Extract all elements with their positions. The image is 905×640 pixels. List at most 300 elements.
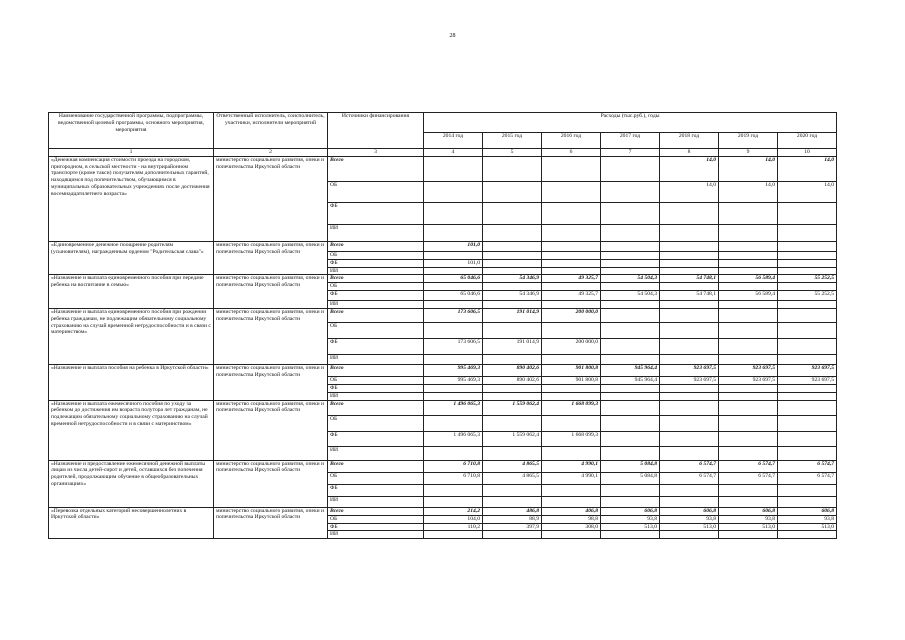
amount-cell	[483, 496, 542, 507]
amount-cell	[601, 156, 660, 181]
amount-cell: 606,8	[778, 507, 837, 515]
amount-cell: 308,0	[542, 523, 601, 531]
column-number: 2	[214, 149, 328, 157]
amount-cell	[601, 322, 660, 338]
amount-cell	[660, 338, 719, 354]
program-name: «Единовременное денежное поощрение родителям (усыновителям), награжденным орденом "Родительская слава"»	[49, 241, 214, 275]
amount-cell	[424, 496, 483, 507]
amount-cell: 606,8	[601, 507, 660, 515]
funding-source: ФБ	[328, 259, 424, 267]
header-responsible: Ответственный исполнитель, соисполнитель, участники, исполнители мероприятий	[214, 113, 328, 149]
amount-cell: 65 046,6	[424, 275, 483, 283]
amount-cell	[424, 202, 483, 224]
amount-cell	[601, 496, 660, 507]
amount-cell	[778, 283, 837, 291]
amount-cell: 1 668 099,3	[542, 400, 601, 415]
funding-source: Всего	[328, 308, 424, 322]
amount-cell	[778, 400, 837, 415]
amount-cell: 995 469,3	[424, 364, 483, 376]
program-name: «Назначение и предоставление ежемесячной денежной выплаты лицам из числа детей-сирот и детей, оставшихся без попечения родителей, продолжающим обучение в общеобразовательных организациях»	[49, 460, 214, 507]
amount-cell	[778, 301, 837, 309]
funding-source: ОБ	[328, 283, 424, 291]
program-name: «Назначение и выплата ежемесячного пособия по уходу за ребенком до достижения им возраста полутора лет гражданам, не подлежащим обязательному социальному страхованию на случай временной нетрудоспособности и в связи с материнством»	[49, 400, 214, 460]
amount-cell	[778, 308, 837, 322]
amount-cell	[601, 415, 660, 431]
amount-cell	[483, 354, 542, 364]
amount-cell: 173 606,5	[424, 308, 483, 322]
header-source: Источники финансирования	[328, 113, 424, 149]
amount-cell: 6 574,7	[660, 460, 719, 472]
amount-cell: 55 252,5	[778, 275, 837, 283]
amount-cell: 890 402,6	[483, 376, 542, 384]
amount-cell	[778, 531, 837, 539]
amount-cell	[660, 259, 719, 267]
column-number: 9	[719, 149, 778, 157]
header-year: 2020 год	[778, 133, 837, 149]
table-row	[49, 241, 837, 251]
amount-cell	[483, 156, 542, 181]
amount-cell: 606,8	[660, 507, 719, 515]
amount-cell	[542, 202, 601, 224]
amount-cell	[483, 224, 542, 241]
amount-cell	[424, 415, 483, 431]
amount-cell: 4 990,1	[542, 460, 601, 472]
funding-source: ИИ	[328, 354, 424, 364]
amount-cell	[778, 224, 837, 241]
amount-cell	[424, 484, 483, 496]
header-year: 2016 год	[542, 133, 601, 149]
amount-cell	[483, 392, 542, 400]
header-year: 2019 год	[719, 133, 778, 149]
amount-cell: 1 668 099,3	[542, 431, 601, 446]
amount-cell	[424, 301, 483, 309]
amount-cell	[660, 431, 719, 446]
amount-cell: 54 748,1	[660, 275, 719, 283]
amount-cell	[719, 308, 778, 322]
funding-source: ОБ	[328, 376, 424, 384]
amount-cell: 901 800,8	[542, 376, 601, 384]
amount-cell: 101,0	[424, 241, 483, 251]
funding-source: Всего	[328, 275, 424, 283]
funding-source: Всего	[328, 460, 424, 472]
amount-cell: 1 559 062,4	[483, 431, 542, 446]
amount-cell	[542, 415, 601, 431]
amount-cell	[601, 484, 660, 496]
amount-cell: 6 574,7	[778, 460, 837, 472]
amount-cell	[483, 241, 542, 251]
column-number: 3	[328, 149, 424, 157]
amount-cell: 4 865,5	[483, 460, 542, 472]
amount-cell: 923 697,5	[719, 376, 778, 384]
amount-cell	[719, 267, 778, 275]
amount-cell	[660, 202, 719, 224]
amount-cell: 486,8	[483, 507, 542, 515]
amount-cell	[424, 283, 483, 291]
amount-cell	[542, 251, 601, 259]
amount-cell	[483, 484, 542, 496]
amount-cell	[719, 301, 778, 309]
amount-cell	[483, 259, 542, 267]
amount-cell	[424, 322, 483, 338]
amount-cell	[601, 301, 660, 309]
amount-cell	[542, 392, 601, 400]
funding-source: ОБ	[328, 322, 424, 338]
amount-cell	[424, 446, 483, 460]
table-row	[49, 507, 837, 515]
amount-cell: 6 710,8	[424, 472, 483, 484]
amount-cell	[424, 392, 483, 400]
amount-cell: 54 748,1	[660, 291, 719, 301]
amount-cell: 49 325,7	[542, 291, 601, 301]
amount-cell	[719, 251, 778, 259]
amount-cell: 55 252,5	[778, 291, 837, 301]
responsible-executor: министерство социального развития, опеки и попечительства Иркутской области	[214, 364, 328, 400]
amount-cell: 173 606,5	[424, 338, 483, 354]
amount-cell	[483, 415, 542, 431]
amount-cell	[660, 400, 719, 415]
amount-cell	[601, 308, 660, 322]
amount-cell	[719, 496, 778, 507]
amount-cell	[778, 446, 837, 460]
amount-cell	[424, 531, 483, 539]
amount-cell	[660, 415, 719, 431]
column-number: 5	[483, 149, 542, 157]
amount-cell: 93,8	[601, 515, 660, 523]
responsible-executor: министерство социального развития, опеки и попечительства Иркутской области	[214, 460, 328, 507]
amount-cell: 191 014,9	[483, 308, 542, 322]
amount-cell	[483, 322, 542, 338]
amount-cell	[778, 392, 837, 400]
table-row	[49, 364, 837, 376]
amount-cell	[542, 384, 601, 392]
amount-cell: 513,0	[660, 523, 719, 531]
amount-cell	[660, 354, 719, 364]
amount-cell	[424, 224, 483, 241]
amount-cell	[424, 156, 483, 181]
amount-cell	[778, 251, 837, 259]
amount-cell	[778, 241, 837, 251]
amount-cell	[660, 496, 719, 507]
amount-cell: 995 469,3	[424, 376, 483, 384]
amount-cell: 101,0	[424, 259, 483, 267]
amount-cell: 54 346,9	[483, 275, 542, 283]
funding-source: Всего	[328, 507, 424, 515]
amount-cell: 945 964,4	[601, 376, 660, 384]
amount-cell: 406,8	[542, 507, 601, 515]
amount-cell: 54 504,3	[601, 291, 660, 301]
program-name: «Назначение и выплата единовременного пособия при рождении ребенка гражданам, не подлежащим обязательному социальному страхованию на случай временной нетрудоспособности и в связи с материнством»	[49, 308, 214, 364]
amount-cell	[542, 241, 601, 251]
header-year: 2015 год	[483, 133, 542, 149]
amount-cell	[778, 415, 837, 431]
program-name: «Назначение и выплата единовременного пособия при передаче ребенка на воспитание в семью»	[49, 275, 214, 309]
amount-cell	[542, 531, 601, 539]
amount-cell	[660, 392, 719, 400]
amount-cell	[719, 446, 778, 460]
amount-cell	[601, 354, 660, 364]
column-number: 7	[601, 149, 660, 157]
amount-cell: 6 574,7	[719, 472, 778, 484]
amount-cell	[601, 241, 660, 251]
amount-cell	[542, 301, 601, 309]
amount-cell	[601, 202, 660, 224]
amount-cell	[483, 181, 542, 202]
amount-cell: 6 710,8	[424, 460, 483, 472]
table-row	[49, 460, 837, 472]
funding-source: ФБ	[328, 384, 424, 392]
amount-cell: 88,9	[483, 515, 542, 523]
amount-cell	[601, 400, 660, 415]
funding-source: ОБ	[328, 515, 424, 523]
funding-source: Всего	[328, 364, 424, 376]
funding-source: ФБ	[328, 431, 424, 446]
amount-cell	[719, 224, 778, 241]
amount-cell	[601, 531, 660, 539]
column-number: 8	[660, 149, 719, 157]
amount-cell	[719, 322, 778, 338]
amount-cell: 1 559 062,4	[483, 400, 542, 415]
amount-cell: 5 084,8	[601, 460, 660, 472]
amount-cell	[719, 354, 778, 364]
funding-source: ИИ	[328, 267, 424, 275]
amount-cell	[719, 241, 778, 251]
amount-cell	[542, 259, 601, 267]
amount-cell	[424, 354, 483, 364]
amount-cell	[601, 267, 660, 275]
amount-cell	[542, 181, 601, 202]
amount-cell	[778, 496, 837, 507]
amount-cell: 513,0	[778, 523, 837, 531]
amount-cell: 93,8	[719, 515, 778, 523]
header-year: 2014 год	[424, 133, 483, 149]
header-year: 2017 год	[601, 133, 660, 149]
table-row	[49, 308, 837, 322]
amount-cell: 14,0	[660, 181, 719, 202]
amount-cell: 513,0	[601, 523, 660, 531]
amount-cell: 93,8	[778, 515, 837, 523]
amount-cell	[424, 267, 483, 275]
amount-cell: 6 574,7	[719, 460, 778, 472]
amount-cell	[778, 354, 837, 364]
amount-cell: 14,0	[719, 156, 778, 181]
table-row	[49, 275, 837, 283]
amount-cell	[778, 338, 837, 354]
funding-source: ОБ	[328, 415, 424, 431]
funding-source: ИИ	[328, 392, 424, 400]
amount-cell	[483, 267, 542, 275]
amount-cell	[601, 384, 660, 392]
amount-cell	[778, 267, 837, 275]
amount-cell	[542, 354, 601, 364]
amount-cell	[483, 202, 542, 224]
amount-cell: 56 589,4	[719, 275, 778, 283]
amount-cell: 5 084,8	[601, 472, 660, 484]
amount-cell	[542, 156, 601, 181]
amount-cell	[660, 308, 719, 322]
amount-cell	[778, 384, 837, 392]
responsible-executor: министерство социального развития, опеки и попечительства Иркутской области	[214, 241, 328, 275]
amount-cell	[601, 251, 660, 259]
funding-source: ФБ	[328, 523, 424, 531]
funding-source: ИИ	[328, 301, 424, 309]
amount-cell: 397,9	[483, 523, 542, 531]
amount-cell	[424, 181, 483, 202]
program-name: «Перевозка отдельных категорий несовершеннолетних в Иркутской области»	[49, 507, 214, 539]
amount-cell	[483, 301, 542, 309]
funding-source: ФБ	[328, 291, 424, 301]
program-name: «Денежная компенсация стоимости проезда на городском, пригородном, в сельской местности - на внутрирайонном транспорте (кроме такси) получателям дополнительных гарантий, находящимся под попечительством, обучающимся в муниципальных образовательных учреждениях после достижения восемнадцатилетнего возраста»	[49, 156, 214, 241]
column-number: 1	[49, 149, 214, 157]
amount-cell: 14,0	[778, 156, 837, 181]
amount-cell	[601, 446, 660, 460]
amount-cell	[660, 322, 719, 338]
amount-cell	[719, 384, 778, 392]
amount-cell	[719, 400, 778, 415]
amount-cell: 901 800,8	[542, 364, 601, 376]
funding-source: Всего	[328, 400, 424, 415]
funding-source: ОБ	[328, 251, 424, 259]
amount-cell: 1 496 065,3	[424, 431, 483, 446]
header-expenses: Расходы (тыс.руб.), годы	[424, 113, 837, 133]
amount-cell: 6 574,7	[660, 472, 719, 484]
amount-cell	[483, 384, 542, 392]
column-number: 10	[778, 149, 837, 157]
amount-cell: 191 014,9	[483, 338, 542, 354]
funding-source: Всего	[328, 241, 424, 251]
amount-cell	[660, 446, 719, 460]
amount-cell: 56 589,4	[719, 291, 778, 301]
amount-cell	[601, 338, 660, 354]
amount-cell	[601, 392, 660, 400]
amount-cell: 214,2	[424, 507, 483, 515]
amount-cell	[483, 531, 542, 539]
amount-cell	[660, 241, 719, 251]
amount-cell: 54 504,3	[601, 275, 660, 283]
amount-cell	[483, 251, 542, 259]
funding-source: ОБ	[328, 181, 424, 202]
funding-source: ИИ	[328, 496, 424, 507]
funding-source: ИИ	[328, 446, 424, 460]
amount-cell	[483, 283, 542, 291]
amount-cell: 923 697,5	[660, 376, 719, 384]
amount-cell: 606,8	[719, 507, 778, 515]
column-number: 6	[542, 149, 601, 157]
amount-cell: 1 496 065,3	[424, 400, 483, 415]
funding-source: ИИ	[328, 531, 424, 539]
column-number: 4	[424, 149, 483, 157]
amount-cell: 14,0	[719, 181, 778, 202]
amount-cell	[719, 283, 778, 291]
amount-cell: 6 574,7	[778, 472, 837, 484]
amount-cell	[660, 484, 719, 496]
amount-cell	[660, 531, 719, 539]
table-row	[49, 400, 837, 415]
funding-source: ОБ	[328, 472, 424, 484]
amount-cell	[719, 415, 778, 431]
responsible-executor: министерство социального развития, опеки и попечительства Иркутской области	[214, 156, 328, 241]
amount-cell: 54 346,9	[483, 291, 542, 301]
amount-cell: 923 697,5	[778, 364, 837, 376]
amount-cell	[719, 392, 778, 400]
amount-cell	[601, 181, 660, 202]
amount-cell	[719, 202, 778, 224]
amount-cell	[778, 202, 837, 224]
amount-cell: 104,0	[424, 515, 483, 523]
responsible-executor: министерство социального развития, опеки и попечительства Иркутской области	[214, 275, 328, 309]
amount-cell	[660, 267, 719, 275]
amount-cell	[483, 446, 542, 460]
amount-cell: 14,0	[778, 181, 837, 202]
amount-cell	[542, 224, 601, 241]
amount-cell	[778, 431, 837, 446]
funding-source: Всего	[328, 156, 424, 181]
amount-cell	[660, 384, 719, 392]
amount-cell: 513,0	[719, 523, 778, 531]
amount-cell: 200 000,0	[542, 338, 601, 354]
amount-cell	[719, 338, 778, 354]
financing-table	[48, 112, 837, 539]
amount-cell	[601, 431, 660, 446]
amount-cell: 923 697,5	[778, 376, 837, 384]
amount-cell: 4 865,5	[483, 472, 542, 484]
funding-source: ФБ	[328, 484, 424, 496]
amount-cell	[719, 259, 778, 267]
amount-cell	[542, 446, 601, 460]
amount-cell: 923 697,5	[719, 364, 778, 376]
amount-cell	[542, 267, 601, 275]
amount-cell	[778, 259, 837, 267]
amount-cell: 65 046,6	[424, 291, 483, 301]
amount-cell: 890 402,6	[483, 364, 542, 376]
responsible-executor: министерство социального развития, опеки и попечительства Иркутской области	[214, 507, 328, 539]
amount-cell	[542, 322, 601, 338]
amount-cell	[719, 431, 778, 446]
amount-cell	[778, 322, 837, 338]
amount-cell: 98,8	[542, 515, 601, 523]
amount-cell	[660, 283, 719, 291]
amount-cell: 110,2	[424, 523, 483, 531]
table-row	[49, 156, 837, 181]
amount-cell: 93,8	[660, 515, 719, 523]
amount-cell: 923 697,5	[660, 364, 719, 376]
amount-cell: 200 000,0	[542, 308, 601, 322]
amount-cell	[601, 283, 660, 291]
responsible-executor: министерство социального развития, опеки и попечительства Иркутской области	[214, 400, 328, 460]
header-program: Наименование государственной программы, подпрограммы, ведомственной целевой программы, основного мероприятия, мероприятия	[49, 113, 214, 149]
amount-cell	[542, 484, 601, 496]
amount-cell	[542, 496, 601, 507]
amount-cell: 49 325,7	[542, 275, 601, 283]
funding-source: ФБ	[328, 338, 424, 354]
amount-cell	[424, 251, 483, 259]
amount-cell	[660, 251, 719, 259]
amount-cell	[660, 301, 719, 309]
amount-cell	[424, 384, 483, 392]
funding-source: ИИ	[328, 224, 424, 241]
amount-cell	[660, 224, 719, 241]
program-name: «Назначение и выплата пособия на ребенка в Иркутской области»	[49, 364, 214, 400]
amount-cell: 14,0	[660, 156, 719, 181]
amount-cell	[542, 283, 601, 291]
page-number: 28	[449, 33, 456, 39]
amount-cell: 945 964,4	[601, 364, 660, 376]
amount-cell	[778, 484, 837, 496]
responsible-executor: министерство социального развития, опеки и попечительства Иркутской области	[214, 308, 328, 364]
amount-cell	[719, 484, 778, 496]
amount-cell	[719, 531, 778, 539]
amount-cell	[601, 224, 660, 241]
funding-source: ФБ	[328, 202, 424, 224]
